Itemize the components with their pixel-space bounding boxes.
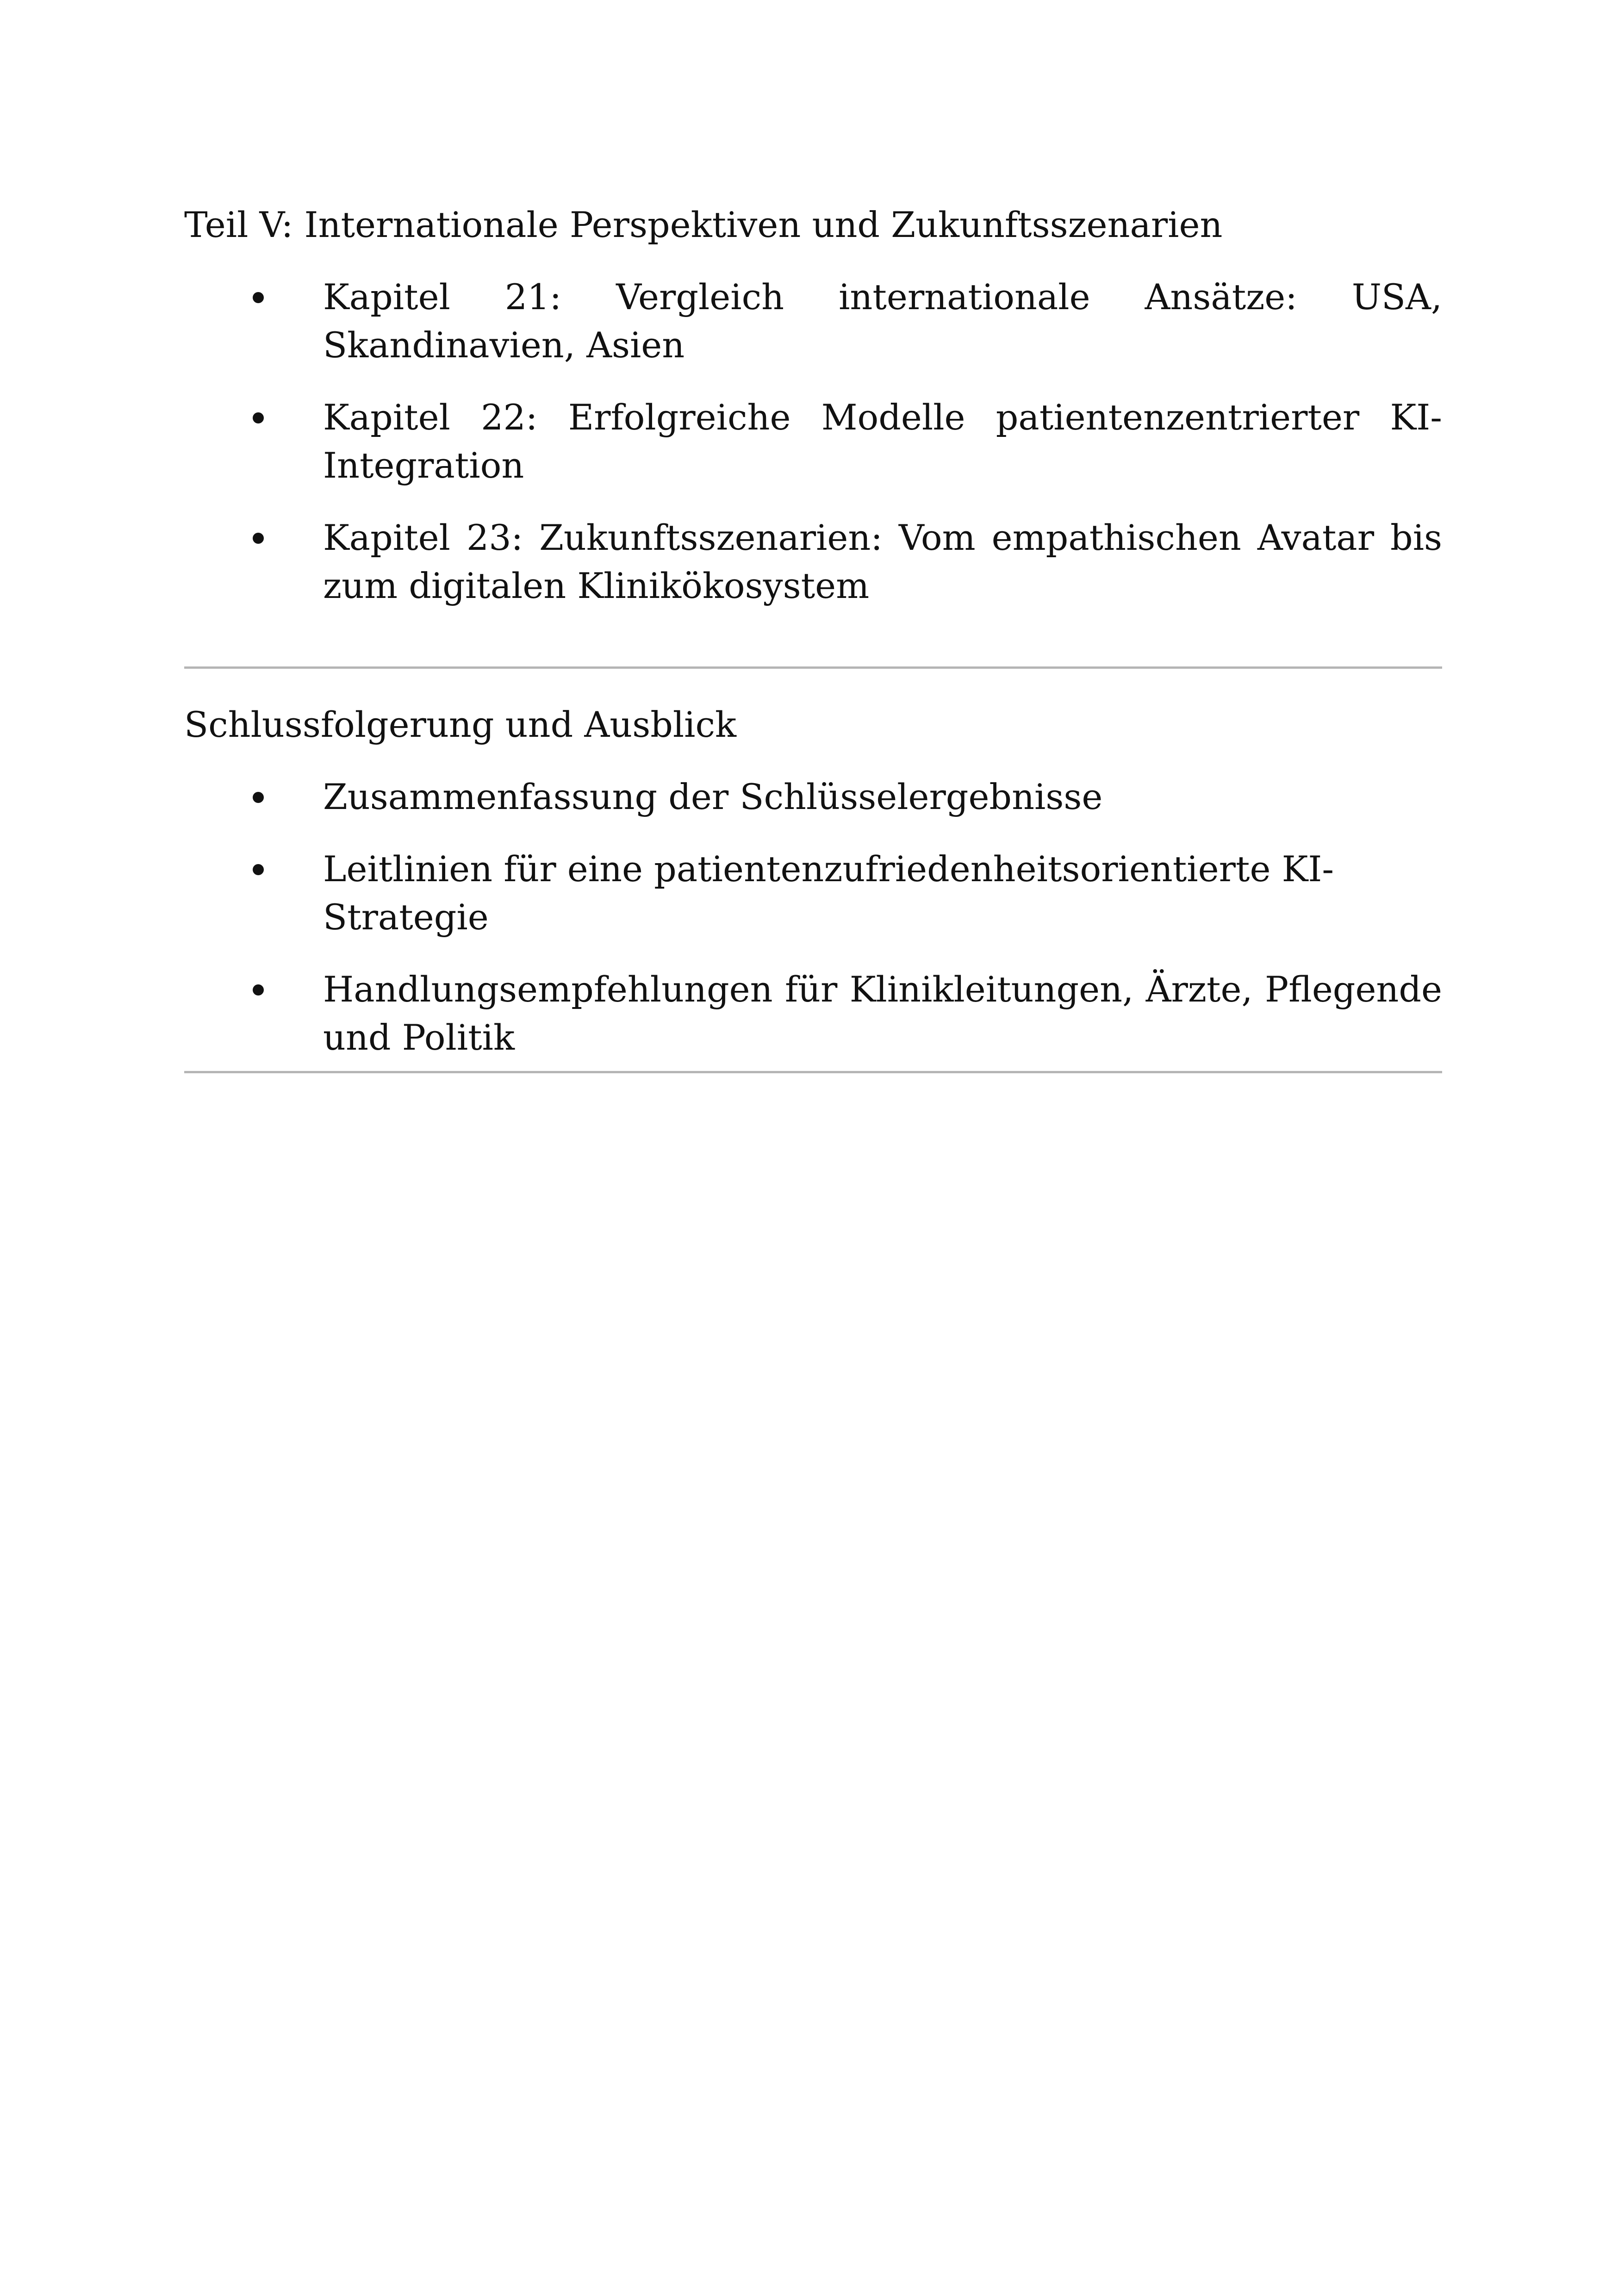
bullet-icon <box>253 792 264 803</box>
section-heading-schlussfolgerung: Schlussfolgerung und Ausblick <box>184 704 737 745</box>
horizontal-rule <box>184 1071 1442 1073</box>
bullet-icon <box>253 412 264 423</box>
list-item-text: Kapitel 21: Vergleich internationale Ansätze: USA, Skandinavien, Asien <box>323 276 1442 366</box>
list-item <box>184 514 1442 610</box>
list-item-text: Leitlinien für eine patientenzufriedenheitsorientierte KI-Strategie <box>323 848 1334 938</box>
bullet-icon <box>253 984 264 996</box>
bullet-list-schlussfolgerung <box>184 773 1442 1062</box>
list-item <box>184 393 1442 490</box>
list-item-text: Handlungsempfehlungen für Klinikleitungen, Ärzte, Pflegende und Politik <box>323 969 1442 1058</box>
horizontal-rule <box>184 666 1442 669</box>
list-item-text: Zusammenfassung der Schlüsselergebnisse <box>323 776 1103 817</box>
list-item <box>184 773 1442 821</box>
list-item-text: Kapitel 22: Erfolgreiche Modelle patientenzentrierter KI-Integration <box>323 397 1442 486</box>
list-item <box>184 965 1442 1062</box>
list-item <box>184 273 1442 369</box>
list-item-text: Kapitel 23: Zukunftsszenarien: Vom empathischen Avatar bis zum digitalen Klinikökosystem <box>323 517 1442 606</box>
list-item <box>184 845 1442 941</box>
bullet-icon <box>253 533 264 544</box>
bullet-icon <box>253 864 264 875</box>
bullet-icon <box>253 292 264 303</box>
bullet-list-teil-v <box>184 273 1442 610</box>
section-heading-teil-v: Teil V: Internationale Perspektiven und Zukunftsszenarien <box>184 204 1223 245</box>
